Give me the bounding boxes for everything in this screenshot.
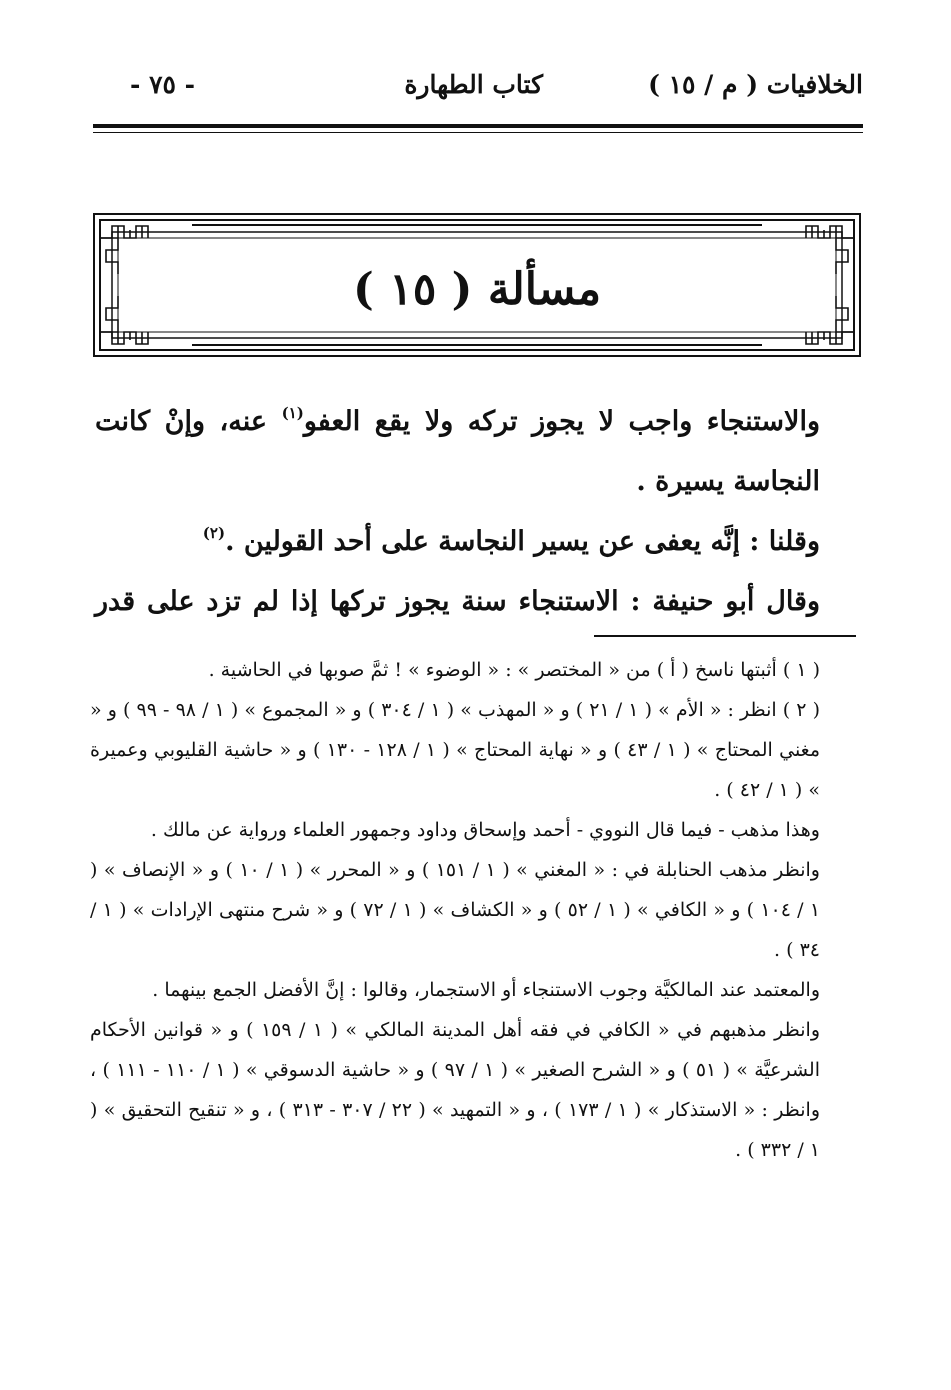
main-paragraph-1-text-b: عنه، وإنْ كانت النجاسة يسيرة . — [95, 406, 820, 497]
header-rule-thin — [93, 132, 863, 133]
main-paragraph-2-text: وقلنا : إنَّه يعفى عن يسير النجاسة على أحد القولين . — [225, 526, 820, 557]
ornamental-title-frame — [92, 212, 862, 358]
footnote-2-para-e: وانظر مذهبهم في « الكافي في فقه أهل المدينة المالكي » ( ١ / ١٥٩ ) و « قوانين الأحكام الشرعيَّة » ( ٥١ ) و « الشرح الصغير » ( ١ / ٩٧ ) و « حاشية الدسوقي » ( ١ / ١١٠ - ١١١ ) ، وانظر : « الاستذكار » ( ١ / ١٧٣ ) ، و « التمهيد » ( ٢٢ / ٣٠٧ - ٣١٣ ) ، و « تنقيح التحقيق » ( ١ / ٣٣٢ ) . — [90, 1019, 821, 1161]
footnotes — [90, 650, 856, 1170]
header-series-title: الخلافيات ( م / ١٥ ) — [648, 70, 863, 99]
main-paragraph-2 — [95, 512, 856, 572]
main-paragraph-3: وقال أبو حنيفة : الاستنجاء سنة يجوز تركها إذا لم تزد على قدر — [95, 586, 820, 617]
header-rule-thick — [93, 124, 863, 128]
footnote-2: ( ٢ ) انظر : « الأم » ( ١ / ٢١ ) و « المهذب » ( ١ / ٣٠٤ ) و « المجموع » ( ١ / ٩٨ - ٩٩ ) و « مغني المحتاج » ( ١ / ٤٣ ) و « نهاية المحتاج » ( ١ / ١٢٨ - ١٣٠ ) و « حاشية القليوبي وعميرة » ( ١ / ٤٢ ) . — [90, 699, 821, 801]
issue-title: مسألة ( ١٥ ) — [352, 264, 602, 315]
footnote-separator — [594, 635, 856, 637]
footnote-ref-1: (١) — [281, 404, 304, 422]
footnote-2-para-d: والمعتمد عند المالكيَّة وجوب الاستنجاء أو الاستجمار، وقالوا : إنَّ الأفضل الجمع بينهما . — [152, 979, 820, 1001]
main-paragraph-1-text-a: والاستنجاء واجب لا يجوز تركه ولا يقع العفو — [303, 406, 820, 437]
main-paragraph-1 — [95, 392, 856, 512]
running-header — [90, 62, 863, 108]
footnote-1: ( ١ ) أثبتها ناسخ ( أ ) من « المختصر » : « الوضوء » ! ثمَّ صوبها في الحاشية . — [208, 659, 820, 681]
footnote-2-para-b: وهذا مذهب - فيما قال النووي - أحمد وإسحاق وداود وجمهور العلماء ورواية عن مالك . — [150, 819, 820, 841]
footnote-2-para-c: وانظر مذهب الحنابلة في : « المغني » ( ١ / ١٥١ ) و « المحرر » ( ١ / ١٠ ) و « الإنصاف » ( ١ / ١٠٤ ) و « الكافي » ( ١ / ٥٢ ) و « الكشاف » ( ١ / ٧٢ ) و « شرح منتهى الإرادات » ( ١ / ٣٤ ) . — [90, 859, 821, 961]
header-chapter-title: كتاب الطهارة — [404, 70, 543, 99]
footnote-ref-2: (٢) — [202, 524, 226, 542]
main-text — [95, 392, 856, 632]
page-number: - ٧٥ - — [130, 70, 196, 99]
